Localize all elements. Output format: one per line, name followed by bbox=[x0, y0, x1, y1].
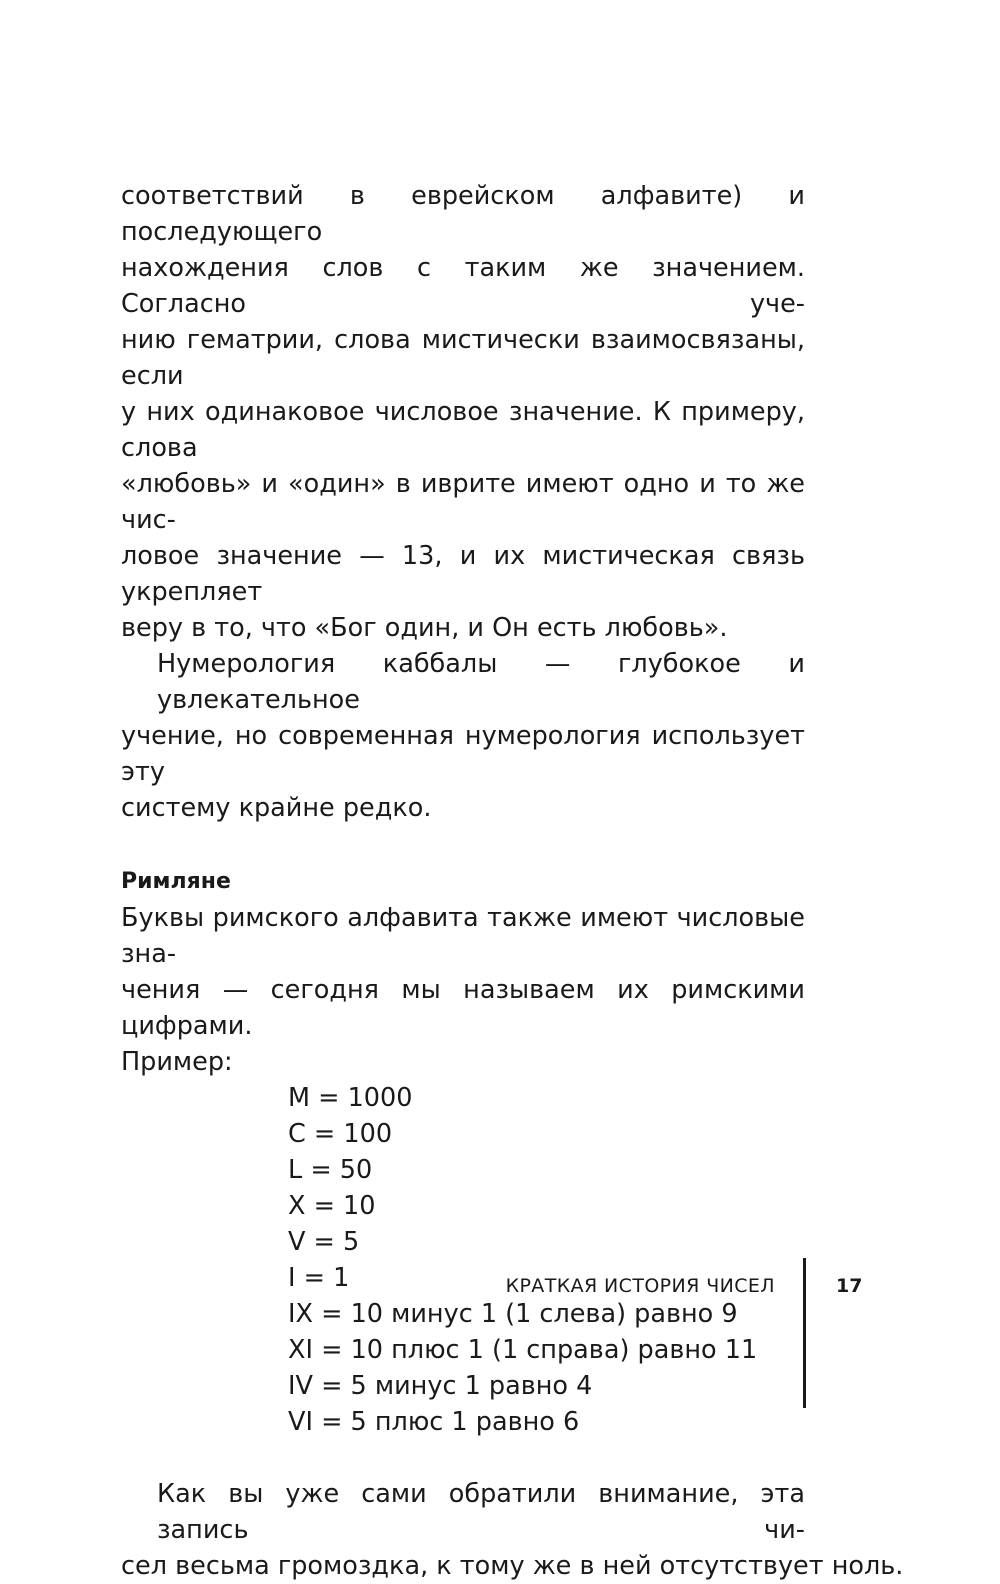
roman-numeral-item: M = 1000 bbox=[288, 1083, 413, 1113]
text-line: у них одинаковое числовое значение. К примеру, слова bbox=[121, 397, 805, 463]
text-line: нию гематрии, слова мистически взаимосвязаны, если bbox=[121, 325, 805, 391]
text-line: сел весьма громоздка, к тому же в ней отсутствует ноль. bbox=[121, 1551, 904, 1581]
text-line: Пример: bbox=[121, 1047, 233, 1077]
text-line: соответствий в еврейском алфавите) и последующего bbox=[121, 181, 805, 247]
paragraph-gematria bbox=[121, 178, 805, 646]
footer-divider bbox=[803, 1258, 806, 1408]
roman-numeral-item: V = 5 bbox=[288, 1227, 360, 1257]
paragraph-conclusion bbox=[121, 1476, 904, 1584]
text-line: веру в то, что «Бог один, и Он есть любовь». bbox=[121, 613, 728, 643]
running-title: КРАТКАЯ ИСТОРИЯ ЧИСЕЛ bbox=[505, 1275, 775, 1297]
roman-numeral-item: I = 1 bbox=[288, 1263, 350, 1293]
text-line: ловое значение — 13, и их мистическая связь укрепляет bbox=[121, 541, 805, 607]
text-line: нахождения слов с таким же значением. Согласно уче- bbox=[121, 253, 805, 319]
text-line: Буквы римского алфавита также имеют числовые зна- bbox=[121, 903, 805, 969]
text-line: Нумерология каббалы — глубокое и увлекательное bbox=[157, 649, 805, 715]
text-line: чения — сегодня мы называем их римскими цифрами. bbox=[121, 975, 805, 1041]
roman-numeral-item: IV = 5 минус 1 равно 4 bbox=[288, 1371, 593, 1401]
paragraph-romans bbox=[121, 900, 805, 1080]
text-line: Как вы уже сами обратили внимание, эта запись чи- bbox=[157, 1479, 805, 1545]
roman-numeral-item: X = 10 bbox=[288, 1191, 376, 1221]
roman-numeral-item: XI = 10 плюс 1 (1 справа) равно 11 bbox=[288, 1335, 758, 1365]
section-heading: Римляне bbox=[121, 869, 231, 894]
roman-numeral-item: IX = 10 минус 1 (1 слева) равно 9 bbox=[288, 1299, 738, 1329]
text-line: систему крайне редко. bbox=[121, 793, 432, 823]
page-number: 17 bbox=[836, 1275, 863, 1297]
roman-numeral-item: VI = 5 плюс 1 равно 6 bbox=[288, 1407, 580, 1437]
roman-numerals-list bbox=[121, 1080, 805, 1440]
spacer bbox=[121, 826, 805, 862]
paragraph-kabbalah bbox=[121, 646, 805, 826]
roman-numeral-item: L = 50 bbox=[288, 1155, 373, 1185]
text-line: учение, но современная нумерология использует эту bbox=[121, 721, 805, 787]
spacer bbox=[121, 1440, 805, 1476]
text-line: «любовь» и «один» в иврите имеют одно и то же чис- bbox=[121, 469, 805, 535]
roman-numeral-item: C = 100 bbox=[288, 1119, 393, 1149]
